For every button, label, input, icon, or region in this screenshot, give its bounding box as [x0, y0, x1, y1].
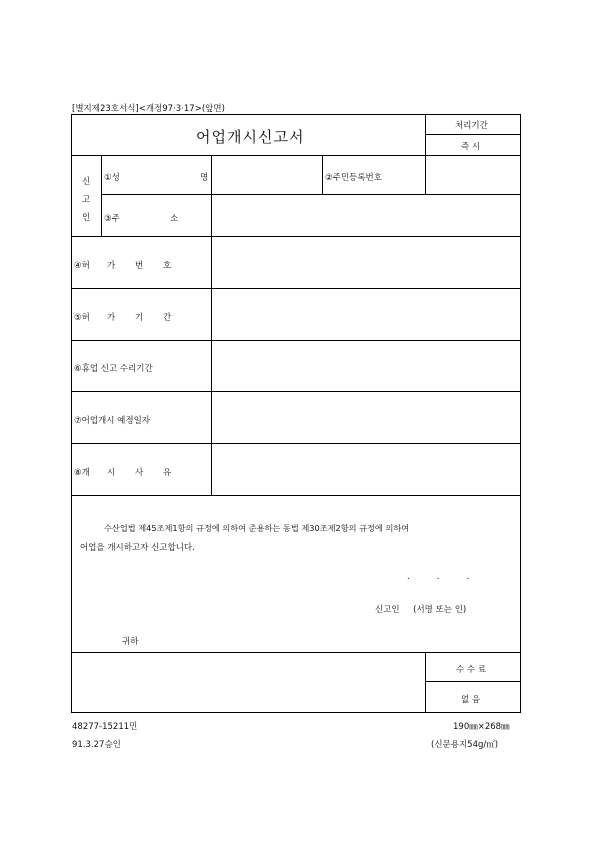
permit-period-label-3: 기	[135, 313, 144, 323]
footer-paper-size: 190㎜×268㎜	[453, 722, 510, 732]
recipient-label: 귀하	[122, 637, 139, 647]
reason-label-1: ⑧개	[74, 468, 90, 478]
signature-line: 신고인 (서명 또는 인)	[375, 605, 467, 615]
reason-label-2: 시	[107, 468, 116, 478]
row1-resident-divider-right	[425, 155, 426, 195]
form-border-bottom	[71, 712, 521, 713]
signature-field[interactable]	[410, 598, 500, 614]
row8-bottom-line	[71, 495, 521, 496]
processing-mid-line	[425, 134, 521, 135]
statement-line-2: 어업을 개시하고자 신고합니다.	[80, 543, 195, 553]
footer-form-code: 48277-15211민	[72, 722, 138, 732]
form-border-right	[520, 114, 521, 713]
permit-no-label-2: 가	[107, 261, 116, 271]
processing-value: 즉 시	[461, 142, 481, 152]
processing-divider	[425, 114, 426, 156]
form-border-left	[71, 114, 72, 713]
row7-bottom-line	[71, 443, 521, 444]
form-title: 어업개시신고서	[196, 128, 305, 146]
planned-date-field[interactable]	[213, 393, 519, 442]
date-dots: . . .	[407, 572, 470, 582]
reason-label-3: 사	[135, 468, 144, 478]
reason-field[interactable]	[213, 445, 519, 494]
planned-date-label: ⑦어업개시 예정일자	[74, 416, 151, 426]
reporter-group-char-2: 고	[82, 195, 91, 205]
name-field[interactable]	[213, 157, 321, 193]
form-header-note: [별지제23호서식]<개정97·3·17>(앞면)	[72, 104, 225, 114]
permit-period-field[interactable]	[213, 290, 519, 339]
reason-label-4: 유	[163, 468, 172, 478]
resident-no-label: ②주민등록번호	[325, 173, 382, 183]
fee-value: 없 음	[461, 695, 481, 705]
row6-bottom-line	[71, 391, 521, 392]
reporter-group-divider	[101, 155, 102, 237]
permit-period-label-4: 간	[163, 313, 172, 323]
row4-bottom-line	[71, 288, 521, 289]
processing-label: 처리기간	[455, 121, 488, 131]
permit-no-label-4: 호	[163, 261, 172, 271]
suspension-period-label: ⑥휴업 신고 수리기간	[74, 364, 153, 374]
reporter-group-char-1: 신	[82, 177, 91, 187]
footer-approval: 91.3.27승인	[72, 740, 121, 750]
permit-no-field[interactable]	[213, 238, 519, 287]
name-label: ①성	[104, 173, 120, 183]
address-field[interactable]	[213, 196, 519, 235]
permit-no-label-1: ④허	[74, 261, 90, 271]
resident-no-field[interactable]	[427, 157, 519, 193]
reporter-group-char-3: 인	[82, 213, 91, 223]
fee-label: 수 수 료	[456, 665, 487, 675]
main-label-divider	[211, 236, 212, 495]
statement-bottom-line	[71, 652, 521, 653]
permit-no-label-3: 번	[135, 261, 144, 271]
title-bottom-line	[71, 155, 521, 156]
form-border-top	[71, 114, 521, 115]
name-label-tail: 명	[200, 173, 209, 183]
address-label: ③주	[104, 214, 120, 224]
suspension-period-field[interactable]	[213, 342, 519, 390]
address-label-tail: 소	[170, 214, 179, 224]
row1-bottom-line	[101, 194, 521, 195]
fee-divider	[425, 652, 426, 713]
row1-resident-divider-left	[322, 155, 323, 195]
row2-bottom-line	[71, 236, 521, 237]
row1-label-divider	[211, 155, 212, 237]
statement-line-1: 수산업법 제45조제1항의 규정에 의하여 준용하는 동법 제30조제2항의 규정에 의하여	[104, 523, 410, 533]
permit-period-label-2: 가	[107, 313, 116, 323]
row5-bottom-line	[71, 340, 521, 341]
fee-mid-line	[425, 681, 521, 682]
footer-paper-type: (신문용지54g/㎡)	[431, 740, 499, 750]
permit-period-label-1: ⑤허	[74, 313, 90, 323]
